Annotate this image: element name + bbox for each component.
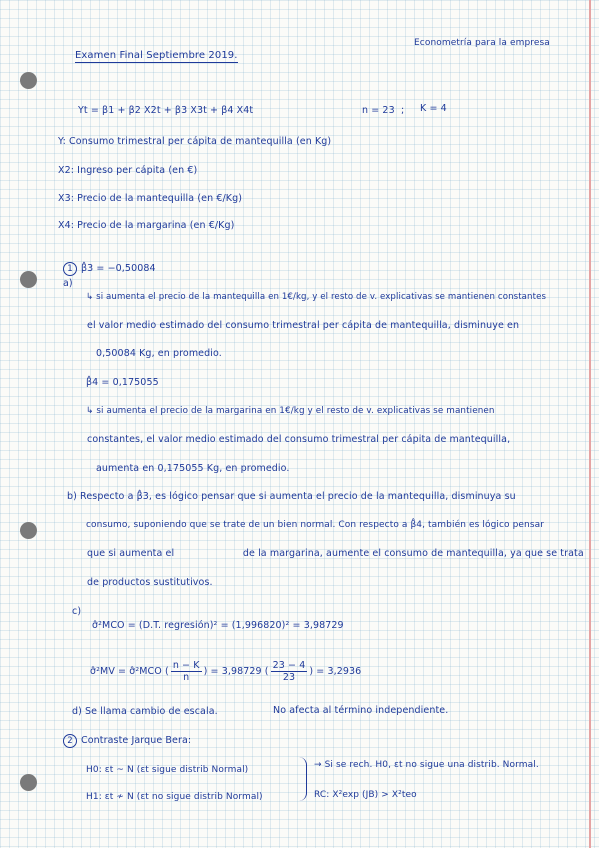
part-c-line-1: σ̂²MCO = (D.T. regresión)² = (1,996820)² = 3,98729 [92, 620, 344, 631]
alt-hypothesis: H1: εt ≁ N (εt no sigue distrib Normal) [86, 792, 263, 802]
rejection-note: → Si se rech. H0, εt no sigue una distrib. Normal. [314, 760, 539, 770]
part-a-line-2: el valor medio estimado del consumo trimestral per cápita de mantequilla, disminuye en [87, 320, 520, 331]
margin-line [589, 0, 591, 848]
punch-hole [20, 72, 37, 89]
punch-hole [20, 271, 37, 288]
part-a-line-5: constantes, el valor medio estimado del consumo trimestral per cápita de mantequilla, [87, 434, 511, 445]
sample-size: n = 23 [362, 105, 395, 116]
part-c-line-2: σ̂²MV = σ̂²MCO ( $\frac{n - K}{n}$ ) = 3,98729 ( $\frac{23 - 4}{23}$ ) = 3,2936 [90, 660, 362, 683]
part-a-line-1: ↳ si aumenta el precio de la mantequilla en 1€/kg, y el resto de v. explicativas se mantienen constantes [86, 292, 547, 302]
part-a-label: a) [63, 278, 73, 289]
num-params: K = 4 [420, 103, 447, 114]
part-a-line-4: ↳ si aumenta el precio de la margarina en 1€/kg y el resto de v. explicativas se mantienen [86, 406, 495, 416]
part-a-line-6: aumenta en 0,175055 Kg, en promedio. [96, 463, 290, 474]
fraction-2-denominator: 23 [282, 672, 296, 683]
brace [298, 757, 307, 801]
sigma-mv-result: = 3,2936 [316, 666, 362, 677]
question-number-2: 2 [63, 734, 77, 748]
exam-title: Examen Final Septiembre 2019. [75, 50, 238, 61]
part-b-line-1: b) Respecto a β̂3, es lógico pensar que si aumenta el precio de la mantequilla, disminuya su [67, 491, 516, 502]
punch-hole [20, 522, 37, 539]
variable-x3: X3: Precio de la mantequilla (en €/Kg) [58, 193, 243, 204]
sigma-mv-lhs: σ̂²MV = σ̂²MCO [90, 666, 162, 677]
variable-y: Y: Consumo trimestral per cápita de mantequilla (en Kg) [58, 136, 332, 147]
fraction-1-numerator: n − K [172, 660, 200, 671]
rejection-region: RC: X²exp (JB) > X²teo [314, 790, 417, 800]
question-2-heading [63, 734, 191, 748]
fraction-2 [271, 660, 308, 683]
beta3-estimate: β̂3 = −0,50084 [81, 263, 156, 274]
beta4-estimate: β̂4 = 0,175055 [86, 377, 159, 388]
jarque-bera-title: Contraste Jarque Bera: [81, 735, 192, 746]
model-equation: Yt = β1 + β2 X2t + β3 X3t + β4 X4t [78, 105, 254, 116]
variable-x4: X4: Precio de la margarina (en €/Kg) [58, 220, 235, 231]
part-d-line-1: d) Se llama cambio de escala. [72, 706, 218, 717]
fraction-1 [171, 660, 202, 683]
variable-x2: X2: Ingreso per cápita (en €) [58, 165, 198, 176]
null-hypothesis: H0: εt ~ N (εt sigue distrib Normal) [86, 765, 249, 775]
question-1-heading [63, 262, 156, 276]
part-d-line-2: No afecta al término independiente. [273, 705, 449, 716]
fraction-2-numerator: 23 − 4 [272, 660, 306, 671]
subject-title: Econometría para la empresa [414, 38, 550, 48]
separator: ; [401, 105, 405, 116]
part-b-line-4: de productos sustitutivos. [87, 577, 213, 588]
question-number-1: 1 [63, 262, 77, 276]
part-c-label: c) [72, 606, 82, 617]
part-b-line-2: consumo, suponiendo que se trate de un bien normal. Con respecto a β̂4, también es lógico pensar [86, 520, 545, 530]
part-a-line-3: 0,50084 Kg, en promedio. [96, 348, 222, 359]
punch-hole [20, 774, 37, 791]
sigma-mco-value: = 3,98729 [210, 666, 262, 677]
fraction-1-denominator: n [183, 672, 190, 683]
part-b-line-3: que si aumenta el de la margarina, aumente el consumo de mantequilla, ya que se trata [87, 548, 584, 559]
